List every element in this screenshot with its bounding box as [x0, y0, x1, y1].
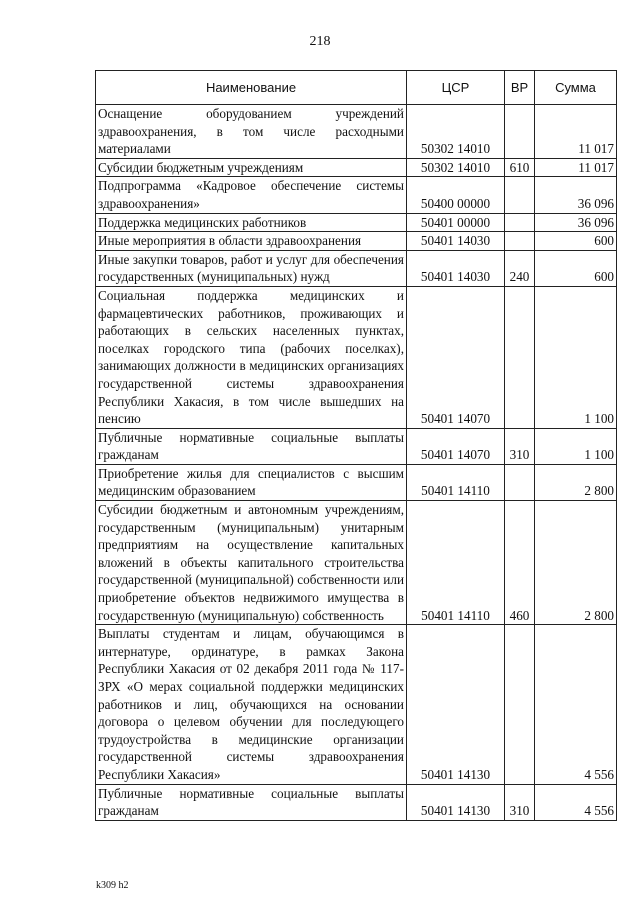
row-name: Выплаты студентам и лицам, обучающимся в интернатуре, ординатуре, в рамках Закона Республики Хакасия от 02 декабря 2011 года № 117-ЗРХ «О мерах социальной поддержки медицинских работников и лиц, обучающихся на основании договора о целевом обучении для последующего трудоустройства в медицинские организации государственной системы здравоохранения Республики Хакасия» [96, 625, 407, 784]
row-vr [505, 625, 535, 784]
row-name: Приобретение жилья для специалистов с высшим медицинским образованием [96, 464, 407, 500]
row-name: Социальная поддержка медицинских и фармацевтических работников, проживающих и работающих в сельских населенных пунктах, поселках городского типа (рабочих поселках), занимающих должности в медицинских организациях государственной системы здравоохранения Республики Хакасия, в том числе вышедших на пенсию [96, 286, 407, 428]
table-row [96, 286, 617, 428]
row-csr: 50401 14110 [407, 464, 505, 500]
row-vr [505, 177, 535, 213]
row-csr: 50401 00000 [407, 213, 505, 232]
header-name: Наименование [96, 71, 407, 105]
row-name: Публичные нормативные социальные выплаты гражданам [96, 428, 407, 464]
header-vr: ВР [505, 71, 535, 105]
row-vr [505, 213, 535, 232]
row-vr [505, 105, 535, 159]
page-number: 218 [309, 34, 331, 49]
row-csr: 50401 14030 [407, 232, 505, 251]
table-row [96, 501, 617, 625]
table-row [96, 428, 617, 464]
footer-code: k309 h2 [96, 880, 129, 891]
row-sum: 600 [535, 250, 617, 286]
table-row [96, 177, 617, 213]
row-sum: 36 096 [535, 213, 617, 232]
row-csr: 50400 00000 [407, 177, 505, 213]
row-vr: 310 [505, 428, 535, 464]
row-vr: 460 [505, 501, 535, 625]
row-sum: 2 800 [535, 464, 617, 500]
table-row [96, 625, 617, 784]
row-csr: 50302 14010 [407, 105, 505, 159]
row-sum: 11 017 [535, 105, 617, 159]
table-row [96, 250, 617, 286]
budget-table [95, 70, 617, 821]
row-vr [505, 286, 535, 428]
table-row [96, 105, 617, 159]
row-name: Субсидии бюджетным и автономным учреждениям, государственным (муниципальным) унитарным предприятиям на осуществление капитальных вложений в объекты капитального строительства государственной (муниципальной) собственности или приобретение объектов недвижимого имущества в государственную (муниципальную) собственность [96, 501, 407, 625]
row-csr: 50401 14030 [407, 250, 505, 286]
table-row [96, 232, 617, 251]
row-vr [505, 464, 535, 500]
row-name: Подпрограмма «Кадровое обеспечение системы здравоохранения» [96, 177, 407, 213]
row-sum: 4 556 [535, 625, 617, 784]
table-row [96, 158, 617, 177]
header-sum: Сумма [535, 71, 617, 105]
row-vr: 610 [505, 158, 535, 177]
row-name: Иные закупки товаров, работ и услуг для обеспечения государственных (муниципальных) нужд [96, 250, 407, 286]
row-sum: 600 [535, 232, 617, 251]
row-sum: 1 100 [535, 286, 617, 428]
row-sum: 4 556 [535, 784, 617, 820]
row-name: Оснащение оборудованием учреждений здравоохранения, в том числе расходными материалами [96, 105, 407, 159]
row-csr: 50401 14130 [407, 625, 505, 784]
header-csr: ЦСР [407, 71, 505, 105]
row-csr: 50401 14070 [407, 286, 505, 428]
row-sum: 36 096 [535, 177, 617, 213]
table-row [96, 464, 617, 500]
row-name: Поддержка медицинских работников [96, 213, 407, 232]
row-name: Субсидии бюджетным учреждениям [96, 158, 407, 177]
row-vr: 310 [505, 784, 535, 820]
row-sum: 2 800 [535, 501, 617, 625]
row-vr [505, 232, 535, 251]
row-sum: 11 017 [535, 158, 617, 177]
row-sum: 1 100 [535, 428, 617, 464]
table-row [96, 784, 617, 820]
row-vr: 240 [505, 250, 535, 286]
row-csr: 50401 14070 [407, 428, 505, 464]
row-csr: 50401 14110 [407, 501, 505, 625]
table-row [96, 213, 617, 232]
table-header-row [96, 71, 617, 105]
row-name: Иные мероприятия в области здравоохранения [96, 232, 407, 251]
row-name: Публичные нормативные социальные выплаты гражданам [96, 784, 407, 820]
row-csr: 50401 14130 [407, 784, 505, 820]
row-csr: 50302 14010 [407, 158, 505, 177]
